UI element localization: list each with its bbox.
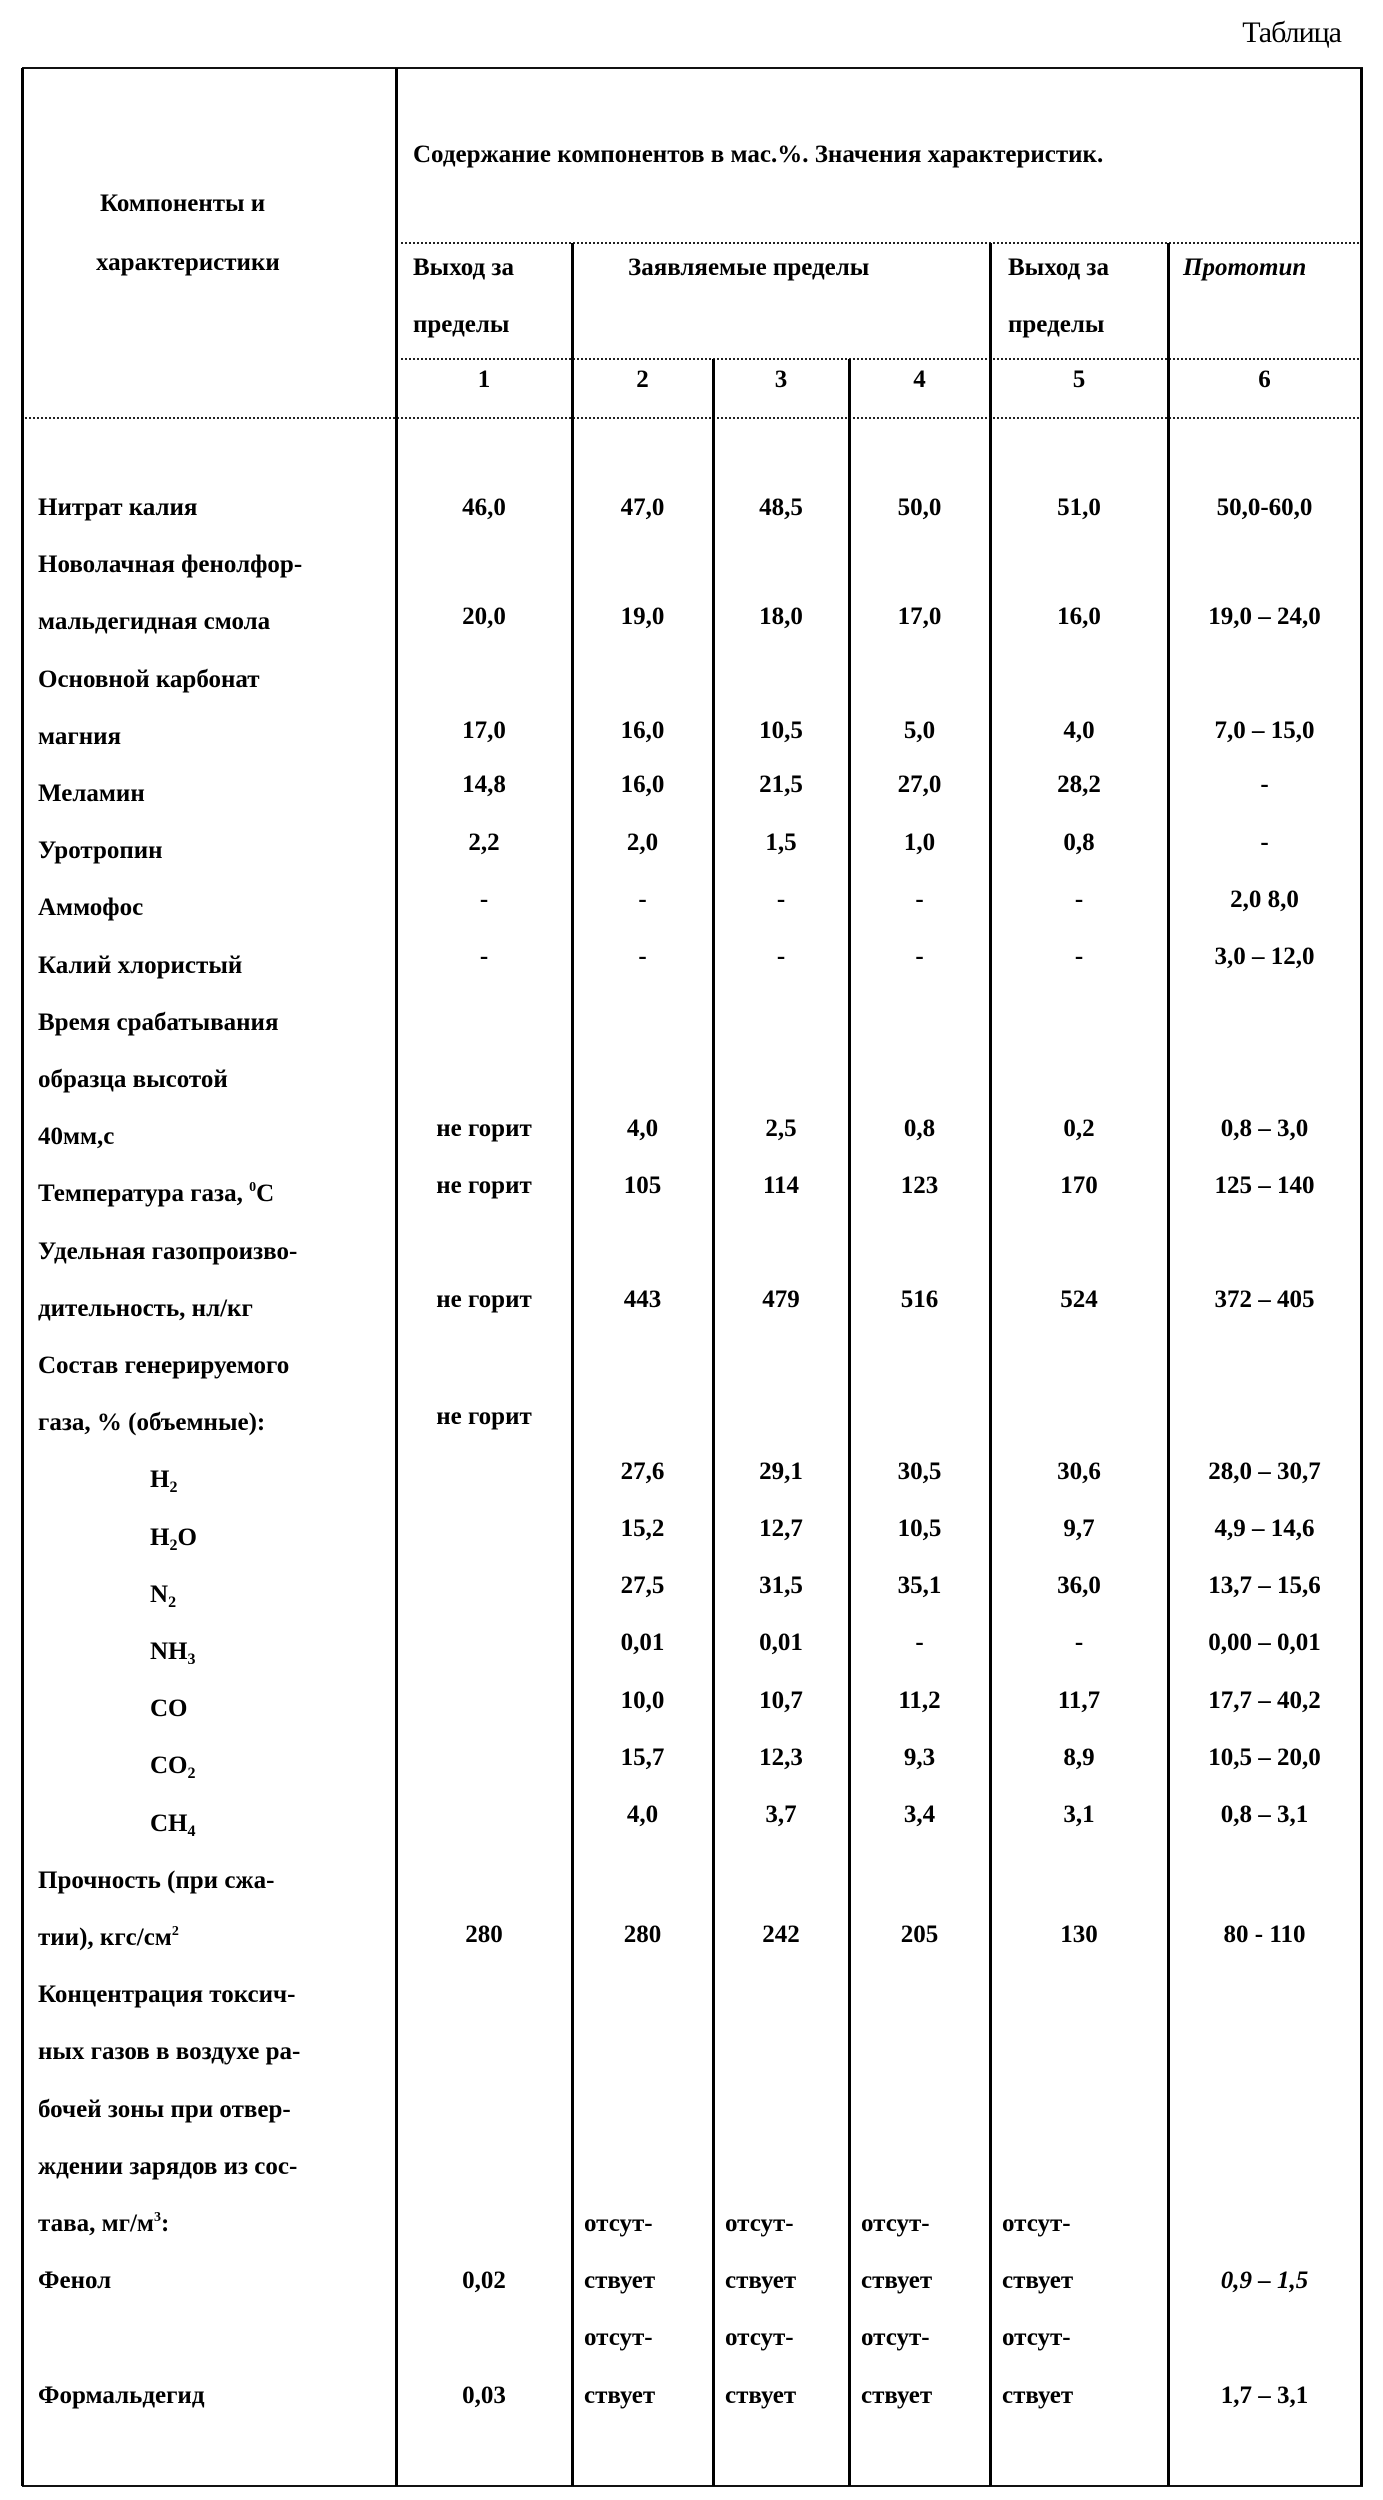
table-cell: 27,0 bbox=[849, 770, 990, 800]
table-cell: 12,7 bbox=[713, 1514, 849, 1544]
table-cell: 28,0 – 30,7 bbox=[1168, 1457, 1361, 1487]
row-label bbox=[150, 1523, 197, 1553]
table-cell: - bbox=[1168, 828, 1361, 858]
header-group-claimed: Заявляемые пределы bbox=[628, 253, 869, 283]
table-cell: 21,5 bbox=[713, 770, 849, 800]
table-cell: 51,0 bbox=[990, 493, 1168, 523]
table-cell: - bbox=[713, 885, 849, 915]
row-label bbox=[38, 2152, 297, 2182]
table-cell: 516 bbox=[849, 1285, 990, 1315]
column-divider bbox=[848, 359, 851, 2486]
table-cell: 10,5 bbox=[849, 1514, 990, 1544]
table-cell: 242 bbox=[713, 1920, 849, 1950]
table-cell: - bbox=[1168, 770, 1361, 800]
row-label bbox=[38, 2266, 111, 2296]
row-label-text: Время срабатывания bbox=[38, 1009, 278, 1036]
table-cell: 4,0 bbox=[990, 716, 1168, 746]
superscript: 0 bbox=[249, 1180, 256, 1195]
table-cell: 125 – 140 bbox=[1168, 1171, 1361, 1201]
table-cell: 20,0 bbox=[396, 602, 572, 632]
row-label-text: Прочность (при сжа- bbox=[38, 1867, 274, 1894]
table-cell: 443 bbox=[572, 1285, 713, 1315]
row-label bbox=[38, 1179, 274, 1209]
row-label-text: ждении зарядов из сос- bbox=[38, 2153, 297, 2180]
table-cell: 105 bbox=[572, 1171, 713, 1201]
row-label-text: тава, мг/м bbox=[38, 2210, 154, 2237]
table-cell: 15,7 bbox=[572, 1743, 713, 1773]
table-cell: 114 bbox=[713, 1171, 849, 1201]
table-cell: 19,0 bbox=[572, 602, 713, 632]
table-cell: 3,7 bbox=[713, 1800, 849, 1830]
row-label bbox=[38, 1351, 289, 1381]
table-cell: не горит bbox=[396, 1285, 572, 1315]
row-label bbox=[38, 2037, 300, 2067]
table-cell: 1,5 bbox=[713, 828, 849, 858]
table-cell: 31,5 bbox=[713, 1571, 849, 1601]
row-label-text: магния bbox=[38, 723, 121, 750]
header-group-out-low-line2: пределы bbox=[413, 310, 509, 340]
table-top-border bbox=[22, 67, 1363, 69]
table-cell: 4,0 bbox=[572, 1800, 713, 1830]
table-cell: 0,03 bbox=[396, 2381, 572, 2411]
row-label bbox=[150, 1751, 196, 1781]
row-label bbox=[38, 2095, 291, 2125]
table-cell: 27,5 bbox=[572, 1571, 713, 1601]
row-label bbox=[38, 550, 302, 580]
row-label bbox=[150, 1809, 196, 1839]
table-cell-hyphenated: отсут- bbox=[1002, 2209, 1071, 2239]
row-label-suffix: С bbox=[256, 1180, 274, 1207]
table-cell: 0,9 – 1,5 bbox=[1168, 2266, 1361, 2296]
row-label bbox=[38, 607, 270, 637]
row-label bbox=[38, 2381, 204, 2411]
subscript: 2 bbox=[169, 1479, 177, 1496]
table-cell: ствует bbox=[584, 2266, 725, 2296]
table-cell-hyphenated: отсут- bbox=[584, 2323, 653, 2353]
column-number: 1 bbox=[396, 365, 572, 395]
row-label bbox=[38, 1866, 274, 1896]
table-cell: 14,8 bbox=[396, 770, 572, 800]
row-label-text: дительность, нл/кг bbox=[38, 1295, 253, 1322]
row-label bbox=[38, 1408, 265, 1438]
row-label bbox=[38, 893, 143, 923]
row-label bbox=[38, 1237, 297, 1267]
table-cell: не горит bbox=[396, 1402, 572, 1432]
header-group-out-low-line1: Выход за bbox=[413, 253, 514, 283]
table-cell: 0,8 bbox=[849, 1114, 990, 1144]
row-label-text: H bbox=[150, 1524, 169, 1551]
table-cell: 372 – 405 bbox=[1168, 1285, 1361, 1315]
table-cell: ствует bbox=[1002, 2381, 1180, 2411]
table-cell: - bbox=[990, 942, 1168, 972]
row-label bbox=[38, 1294, 253, 1324]
table-cell: 9,3 bbox=[849, 1743, 990, 1773]
row-label bbox=[150, 1465, 177, 1495]
row-label-text: NH bbox=[150, 1638, 188, 1665]
table-cell-hyphenated: отсут- bbox=[861, 2323, 930, 2353]
table-cell: 4,9 – 14,6 bbox=[1168, 1514, 1361, 1544]
table-cell: 2,0 8,0 bbox=[1168, 885, 1361, 915]
table-cell: 1,0 bbox=[849, 828, 990, 858]
table-bottom-border bbox=[22, 2485, 1363, 2487]
table-cell: 479 bbox=[713, 1285, 849, 1315]
table-cell: 46,0 bbox=[396, 493, 572, 523]
column-divider bbox=[712, 359, 715, 2486]
table-cell: 30,5 bbox=[849, 1457, 990, 1487]
row-label-text: Фенол bbox=[38, 2267, 111, 2294]
table-cell: не горит bbox=[396, 1171, 572, 1201]
table-cell: 2,0 bbox=[572, 828, 713, 858]
table-cell: 170 bbox=[990, 1171, 1168, 1201]
row-label-text: Нитрат калия bbox=[38, 494, 197, 521]
table-cell: 2,2 bbox=[396, 828, 572, 858]
row-label bbox=[38, 2209, 169, 2239]
table-cell: ствует bbox=[1002, 2266, 1180, 2296]
table-cell: 0,01 bbox=[572, 1628, 713, 1658]
table-cell: 35,1 bbox=[849, 1571, 990, 1601]
header-components-line2: характеристики bbox=[96, 248, 280, 278]
table-cell: ствует bbox=[584, 2381, 725, 2411]
row-label bbox=[150, 1580, 176, 1610]
table-cell: 36,0 bbox=[990, 1571, 1168, 1601]
table-cell: 17,7 – 40,2 bbox=[1168, 1686, 1361, 1716]
table-cell: 80 - 110 bbox=[1168, 1920, 1361, 1950]
table-cell: 0,8 bbox=[990, 828, 1168, 858]
row-label bbox=[38, 722, 121, 752]
row-label-text: Температура газа, bbox=[38, 1180, 249, 1207]
header-number-divider bbox=[396, 358, 1363, 360]
row-label-text: Основной карбонат bbox=[38, 666, 260, 693]
table-cell: 10,7 bbox=[713, 1686, 849, 1716]
table-cell: 10,0 bbox=[572, 1686, 713, 1716]
row-label bbox=[38, 951, 242, 981]
row-label-text: 40мм,с bbox=[38, 1123, 114, 1150]
table-cell: - bbox=[572, 942, 713, 972]
subscript: 2 bbox=[168, 1594, 176, 1611]
subscript: 2 bbox=[188, 1765, 196, 1782]
column-divider bbox=[989, 243, 992, 2486]
table-cell: 4,0 bbox=[572, 1114, 713, 1144]
column-divider bbox=[395, 68, 398, 2486]
table-cell: 48,5 bbox=[713, 493, 849, 523]
header-group-prototype: Прототип bbox=[1183, 253, 1306, 283]
subscript: 2 bbox=[169, 1537, 177, 1554]
table-cell: 19,0 – 24,0 bbox=[1168, 602, 1361, 632]
table-cell: - bbox=[396, 942, 572, 972]
table-cell: 0,8 – 3,1 bbox=[1168, 1800, 1361, 1830]
superscript: 3 bbox=[154, 2210, 161, 2225]
row-label bbox=[38, 1122, 114, 1152]
row-label bbox=[38, 1008, 278, 1038]
table-cell: 0,01 bbox=[713, 1628, 849, 1658]
table-right-border bbox=[1360, 68, 1363, 2486]
table-cell-hyphenated: отсут- bbox=[1002, 2323, 1071, 2353]
row-label-text: CO bbox=[150, 1752, 188, 1779]
table-cell: - bbox=[396, 885, 572, 915]
table-cell-hyphenated: отсут- bbox=[584, 2209, 653, 2239]
row-label bbox=[150, 1637, 196, 1667]
table-cell: 280 bbox=[396, 1920, 572, 1950]
table-cell: - bbox=[713, 942, 849, 972]
row-label-text: Новолачная фенолфор- bbox=[38, 551, 302, 578]
table-cell: 47,0 bbox=[572, 493, 713, 523]
row-label bbox=[38, 493, 197, 523]
table-cell: 524 bbox=[990, 1285, 1168, 1315]
row-label-text: Формальдегид bbox=[38, 2382, 204, 2409]
table-cell: 280 bbox=[572, 1920, 713, 1950]
table-left-border bbox=[21, 68, 24, 2486]
row-label-text: образца высотой bbox=[38, 1066, 228, 1093]
table-cell: 0,00 – 0,01 bbox=[1168, 1628, 1361, 1658]
table-cell: 18,0 bbox=[713, 602, 849, 632]
table-cell: - bbox=[849, 1628, 990, 1658]
row-label bbox=[38, 836, 163, 866]
row-label bbox=[38, 665, 260, 695]
table-cell: - bbox=[990, 885, 1168, 915]
table-cell: - bbox=[849, 942, 990, 972]
table-cell-hyphenated: отсут- bbox=[861, 2209, 930, 2239]
table-cell: ствует bbox=[861, 2381, 1002, 2411]
row-label-text: Аммофос bbox=[38, 894, 143, 921]
row-label bbox=[38, 1980, 295, 2010]
table-cell: 0,8 – 3,0 bbox=[1168, 1114, 1361, 1144]
row-label-text: Меламин bbox=[38, 780, 145, 807]
table-cell: 3,1 bbox=[990, 1800, 1168, 1830]
row-label bbox=[38, 779, 145, 809]
table-cell: 12,3 bbox=[713, 1743, 849, 1773]
header-components-line1: Компоненты и bbox=[100, 189, 265, 219]
header-group-out-high-line2: пределы bbox=[1008, 310, 1104, 340]
table-cell: 5,0 bbox=[849, 716, 990, 746]
column-number: 3 bbox=[713, 365, 849, 395]
table-cell: 8,9 bbox=[990, 1743, 1168, 1773]
row-label bbox=[38, 1923, 179, 1953]
column-number: 4 bbox=[849, 365, 990, 395]
table-cell: 1,7 – 3,1 bbox=[1168, 2381, 1361, 2411]
row-label-text: Уротропин bbox=[38, 837, 163, 864]
table-cell: 3,4 bbox=[849, 1800, 990, 1830]
superscript: 2 bbox=[172, 1924, 179, 1939]
row-label-text: мальдегидная смола bbox=[38, 608, 270, 635]
table-cell: 16,0 bbox=[990, 602, 1168, 632]
table-cell: ствует bbox=[725, 2266, 861, 2296]
table-cell: 30,6 bbox=[990, 1457, 1168, 1487]
table-cell: ствует bbox=[725, 2381, 861, 2411]
table-cell: 50,0-60,0 bbox=[1168, 493, 1361, 523]
row-label bbox=[38, 1065, 228, 1095]
table-cell: - bbox=[849, 885, 990, 915]
table-cell-hyphenated: отсут- bbox=[725, 2323, 794, 2353]
subscript: 3 bbox=[188, 1651, 196, 1668]
table-cell: - bbox=[572, 885, 713, 915]
row-label-text: Удельная газопроизво- bbox=[38, 1238, 297, 1265]
table-cell: 0,2 bbox=[990, 1114, 1168, 1144]
row-label-text: Концентрация токсич- bbox=[38, 1981, 295, 2008]
row-label-text: N bbox=[150, 1581, 168, 1608]
table-cell: 11,2 bbox=[849, 1686, 990, 1716]
table-cell: 13,7 – 15,6 bbox=[1168, 1571, 1361, 1601]
table-cell: 0,02 bbox=[396, 2266, 572, 2296]
row-label bbox=[150, 1694, 188, 1724]
table-cell: 130 bbox=[990, 1920, 1168, 1950]
table-cell: 17,0 bbox=[849, 602, 990, 632]
header-divider bbox=[396, 242, 1363, 244]
table-cell-hyphenated: отсут- bbox=[725, 2209, 794, 2239]
table-cell: 16,0 bbox=[572, 716, 713, 746]
table-cell: 11,7 bbox=[990, 1686, 1168, 1716]
table-cell: - bbox=[990, 1628, 1168, 1658]
table-cell: 29,1 bbox=[713, 1457, 849, 1487]
row-label-text: Калий хлористый bbox=[38, 952, 242, 979]
table-cell: 2,5 bbox=[713, 1114, 849, 1144]
row-label-text: H bbox=[150, 1466, 169, 1493]
header-content-caption: Содержание компонентов в мас.%. Значения характеристик. bbox=[413, 140, 1103, 170]
header-group-out-high-line1: Выход за bbox=[1008, 253, 1109, 283]
row-label-text: CO bbox=[150, 1695, 188, 1722]
row-label-text: тии), кгс/см bbox=[38, 1924, 172, 1951]
column-number: 6 bbox=[1168, 365, 1361, 395]
column-number: 2 bbox=[572, 365, 713, 395]
row-label-text: CH bbox=[150, 1810, 188, 1837]
table-cell: 9,7 bbox=[990, 1514, 1168, 1544]
column-divider bbox=[571, 243, 574, 2486]
table-cell: 27,6 bbox=[572, 1457, 713, 1487]
table-cell: не горит bbox=[396, 1114, 572, 1144]
row-label-text: бочей зоны при отвер- bbox=[38, 2096, 291, 2123]
table-cell: 7,0 – 15,0 bbox=[1168, 716, 1361, 746]
table-cell: 16,0 bbox=[572, 770, 713, 800]
table-cell: 50,0 bbox=[849, 493, 990, 523]
table-title: Таблица bbox=[1242, 16, 1341, 50]
row-label-suffix: O bbox=[177, 1524, 196, 1551]
subscript: 4 bbox=[188, 1823, 196, 1840]
row-label-text: ных газов в воздухе ра- bbox=[38, 2038, 300, 2065]
row-label-text: газа, % (объемные): bbox=[38, 1409, 265, 1436]
table-cell: 15,2 bbox=[572, 1514, 713, 1544]
table-cell: 3,0 – 12,0 bbox=[1168, 942, 1361, 972]
row-label-text: Состав генерируемого bbox=[38, 1352, 289, 1379]
column-divider bbox=[1167, 243, 1170, 2486]
table-cell: ствует bbox=[861, 2266, 1002, 2296]
table-cell: 123 bbox=[849, 1171, 990, 1201]
table-cell: 205 bbox=[849, 1920, 990, 1950]
row-label-suffix: : bbox=[161, 2210, 169, 2237]
table-cell: 10,5 bbox=[713, 716, 849, 746]
column-number: 5 bbox=[990, 365, 1168, 395]
header-bottom-border bbox=[22, 417, 1363, 419]
table-cell: 28,2 bbox=[990, 770, 1168, 800]
table-cell: 10,5 – 20,0 bbox=[1168, 1743, 1361, 1773]
table-cell: 17,0 bbox=[396, 716, 572, 746]
